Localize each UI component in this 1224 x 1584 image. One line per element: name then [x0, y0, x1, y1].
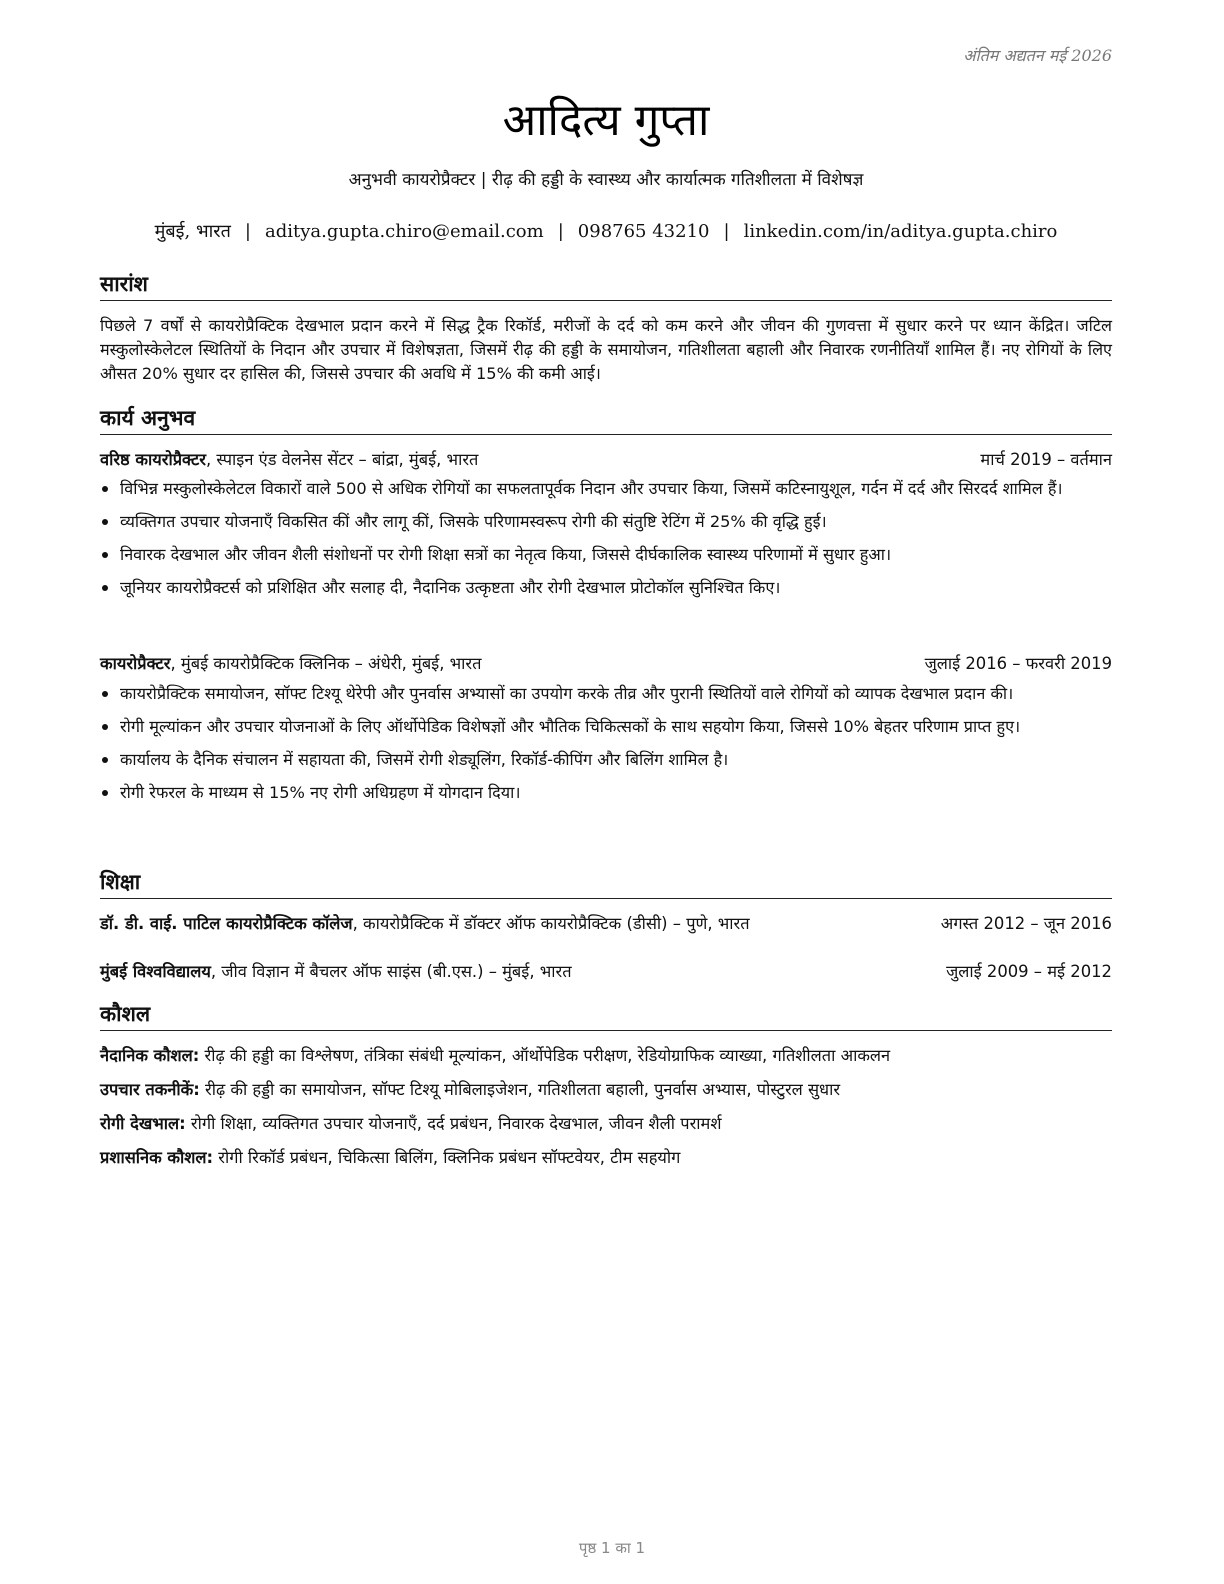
education-detail: , कायरोप्रैक्टिक में डॉक्टर ऑफ कायरोप्रैक्टिक (डीसी) – पुणे, भारत [352, 914, 750, 933]
job-bullets [100, 681, 1112, 813]
contact-separator: | [557, 221, 564, 242]
section-title-summary: सारांश [100, 270, 1112, 301]
skill-label: उपचार तकनीकें: [100, 1080, 200, 1099]
skill-text: रोगी रिकॉर्ड प्रबंधन, चिकित्सा बिलिंग, क्लिनिक प्रबंधन सॉफ्टवेयर, टीम सहयोग [213, 1148, 681, 1167]
list-item [100, 542, 1112, 568]
bullet-dot [102, 486, 108, 492]
contact-email[interactable]: aditya.gupta.chiro@email.com [264, 221, 544, 242]
job-bullets [100, 476, 1112, 608]
list-item [100, 476, 1112, 502]
job-header [100, 652, 1112, 676]
list-item [100, 780, 1112, 806]
education-item [100, 960, 1112, 984]
list-item [100, 575, 1112, 601]
job-org: , मुंबई कायरोप्रैक्टिक क्लिनिक – अंधेरी, मुंबई, भारत [170, 654, 482, 673]
contact-separator: | [244, 221, 251, 242]
bullet-text: व्यक्तिगत उपचार योजनाएँ विकसित कीं और लागू कीं, जिसके परिणामस्वरूप रोगी की संतुष्टि रेटिंग में 25% की वृद्धि हुई। [120, 512, 827, 531]
bullet-text: रोगी रेफरल के माध्यम से 15% नए रोगी अधिग्रहण में योगदान दिया। [120, 783, 521, 802]
page-number: पृष्ठ 1 का 1 [578, 1539, 646, 1557]
bullet-dot [102, 724, 108, 730]
bullet-dot [102, 790, 108, 796]
section-title-experience: कार्य अनुभव [100, 404, 1112, 435]
education-dates: जुलाई 2009 – मई 2012 [946, 962, 1112, 981]
contact-location: मुंबई, भारत [154, 221, 231, 242]
section-title-skills: कौशल [100, 1000, 1112, 1031]
job-header [100, 448, 1112, 472]
candidate-name: आदित्य गुप्ता [502, 95, 710, 146]
skill-line [100, 1039, 1112, 1073]
bullet-text: निवारक देखभाल और जीवन शैली संशोधनों पर रोगी शिक्षा सत्रों का नेतृत्व किया, जिससे दीर्घकालिक स्वास्थ्य परिणामों में सुधार हुआ। [120, 545, 892, 564]
contact-separator: | [723, 221, 730, 242]
summary-text: पिछले 7 वर्षों से कायरोप्रैक्टिक देखभाल प्रदान करने में सिद्ध ट्रैक रिकॉर्ड, मरीजों के दर्द को कम करने और जीवन की गुणवत्ता में सुधार करने पर ध्यान केंद्रित। जटिल मस्कुलोस्केलेटल स्थितियों के निदान और उपचार में विशेषज्ञता, जिसमें रीढ़ की हड्डी के समायोजन, गतिशीलता बहाली और निवारक रणनीतियाँ शामिल हैं। नए रोगियों के लिए औसत 20% सुधार दर हासिल की, जिससे उपचार की अवधि में 15% की कमी आई। [100, 316, 1112, 383]
skills-list [100, 1039, 1112, 1175]
skill-label: रोगी देखभाल: [100, 1114, 186, 1133]
contact-phone: 098765 43210 [577, 221, 710, 242]
bullet-dot [102, 585, 108, 591]
skill-label: नैदानिक कौशल: [100, 1046, 200, 1065]
job-role: कायरोप्रैक्टर [100, 654, 171, 673]
contact-linkedin[interactable]: linkedin.com/in/aditya.gupta.chiro [743, 221, 1058, 242]
job-role: वरिष्ठ कायरोप्रैक्टर [100, 450, 206, 469]
tagline: अनुभवी कायरोप्रैक्टर | रीढ़ की हड्डी के स्वास्थ्य और कार्यात्मक गतिशीलता में विशेषज्ञ [348, 170, 864, 190]
bullet-text: जूनियर कायरोप्रैक्टर्स को प्रशिक्षित और सलाह दी, नैदानिक उत्कृष्टता और रोगी देखभाल प्रोटोकॉल सुनिश्चित किए। [120, 578, 781, 597]
section-title-education: शिक्षा [100, 868, 1112, 899]
skill-label: प्रशासनिक कौशल: [100, 1148, 214, 1167]
job-dates: मार्च 2019 – वर्तमान [980, 450, 1112, 469]
skill-line [100, 1073, 1112, 1107]
list-item [100, 681, 1112, 707]
skill-text: रोगी शिक्षा, व्यक्तिगत उपचार योजनाएँ, दर्द प्रबंधन, निवारक देखभाल, जीवन शैली परामर्श [185, 1114, 722, 1133]
job-org: , स्पाइन एंड वेलनेस सेंटर – बांद्रा, मुंबई, भारत [205, 450, 479, 469]
list-item [100, 714, 1112, 740]
education-school: डॉ. डी. वाई. पाटिल कायरोप्रैक्टिक कॉलेज [100, 914, 353, 933]
last-updated: अंतिम अद्यतन मई 2026 [963, 46, 1112, 65]
skill-text: रीढ़ की हड्डी का विश्लेषण, तंत्रिका संबंधी मूल्यांकन, ऑर्थोपेडिक परीक्षण, रेडियोग्राफिक व्याख्या, गतिशीलता आकलन [199, 1046, 891, 1065]
bullet-dot [102, 552, 108, 558]
bullet-dot [102, 691, 108, 697]
contact-line [100, 219, 1112, 243]
list-item [100, 509, 1112, 535]
skill-line [100, 1107, 1112, 1141]
bullet-text: कायरोप्रैक्टिक समायोजन, सॉफ्ट टिश्यू थेरेपी और पुनर्वास अभ्यासों का उपयोग करके तीव्र और पुरानी स्थितियों वाले रोगियों को व्यापक देखभाल प्रदान की। [120, 684, 1014, 703]
bullet-dot [102, 757, 108, 763]
bullet-dot [102, 519, 108, 525]
job-dates: जुलाई 2016 – फरवरी 2019 [924, 654, 1112, 673]
bullet-text: रोगी मूल्यांकन और उपचार योजनाओं के लिए ऑर्थोपेडिक विशेषज्ञों और भौतिक चिकित्सकों के साथ सहयोग किया, जिससे 10% बेहतर परिणाम प्राप्त हुए। [120, 717, 1021, 736]
bullet-text: कार्यालय के दैनिक संचालन में सहायता की, जिसमें रोगी शेड्यूलिंग, रिकॉर्ड-कीपिंग और बिलिंग शामिल है। [120, 750, 729, 769]
bullet-text: विभिन्न मस्कुलोस्केलेटल विकारों वाले 500 से अधिक रोगियों का सफलतापूर्वक निदान और उपचार किया, जिसमें कटिस्नायुशूल, गर्दन में दर्द और सिरदर्द शामिल हैं। [120, 479, 1063, 498]
list-item [100, 747, 1112, 773]
skill-line [100, 1141, 1112, 1175]
education-school: मुंबई विश्वविद्यालय [100, 962, 211, 981]
education-item [100, 912, 1112, 936]
education-dates: अगस्त 2012 – जून 2016 [940, 914, 1112, 933]
education-detail: , जीव विज्ञान में बैचलर ऑफ साइंस (बी.एस.) – मुंबई, भारत [210, 962, 572, 981]
skill-text: रीढ़ की हड्डी का समायोजन, सॉफ्ट टिश्यू मोबिलाइजेशन, गतिशीलता बहाली, पुनर्वास अभ्यास, पोस्टुरल सुधार [199, 1080, 841, 1099]
